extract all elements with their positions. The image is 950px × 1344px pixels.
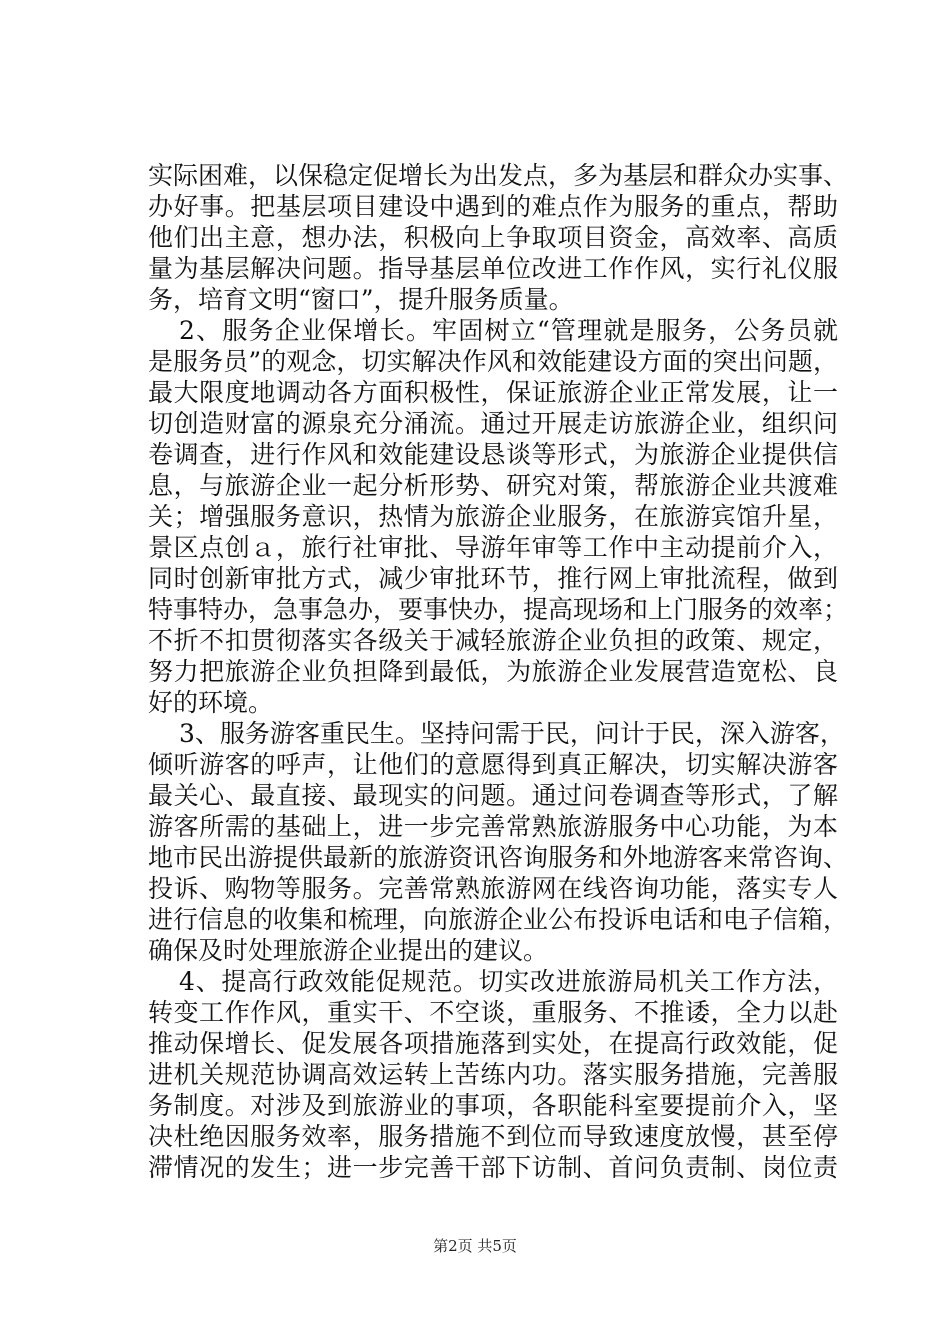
text-line: 地市民出游提供最新的旅游资讯咨询服务和外地游客来常咨询、 <box>148 843 849 872</box>
text-line: 最关心、最直接、最现实的问题。通过问卷调查等形式，了解 <box>148 781 838 810</box>
paragraph-start-line: 4、提高行政效能促规范。切实改进旅游局机关工作方法， <box>179 967 838 996</box>
page-number-footer: 第2页 共5页 <box>433 1237 517 1255</box>
text-line: 进行信息的收集和梳理，向旅游企业公布投诉电话和电子信箱， <box>148 905 849 934</box>
text-line: 息，与旅游企业一起分析形势、研究对策，帮旅游企业共渡难 <box>148 471 838 500</box>
text-line: 好的环境。 <box>148 688 274 717</box>
text-line: 进机关规范协调高效运转上苦练内功。落实服务措施，完善服 <box>148 1060 838 1089</box>
text-line: 推动保增长、促发展各项措施落到实处，在提高行政效能，促 <box>148 1029 838 1058</box>
text-line: 景区点创ａ，旅行社审批、导游年审等工作中主动提前介入， <box>148 533 838 562</box>
text-line: 务制度。对涉及到旅游业的事项，各职能科室要提前介入，坚 <box>148 1091 838 1120</box>
text-line: 不折不扣贯彻落实各级关于减轻旅游企业负担的政策、规定， <box>148 626 838 655</box>
text-line: 实际困难，以保稳定促增长为出发点，多为基层和群众办实事、 <box>148 161 849 190</box>
text-line: 滞情况的发生；进一步完善干部下访制、首问负责制、岗位责 <box>148 1153 838 1182</box>
text-line: 倾听游客的呼声，让他们的意愿得到真正解决，切实解决游客 <box>148 750 838 779</box>
text-line: 务，培育文明“窗口”，提升服务质量。 <box>148 285 574 314</box>
text-line: 切创造财富的源泉充分涌流。通过开展走访旅游企业，组织问 <box>148 409 838 438</box>
text-line: 关；增强服务意识，热情为旅游企业服务，在旅游宾馆升星， <box>148 502 838 531</box>
paragraph-start-line: 2、服务企业保增长。牢固树立“管理就是服务，公务员就 <box>179 316 838 345</box>
text-line: 确保及时处理旅游企业提出的建议。 <box>148 936 549 965</box>
text-line: 努力把旅游企业负担降到最低，为旅游企业发展营造宽松、良 <box>148 657 838 686</box>
text-line: 投诉、购物等服务。完善常熟旅游网在线咨询功能，落实专人 <box>148 874 838 903</box>
text-line: 同时创新审批方式，减少审批环节，推行网上审批流程，做到 <box>148 564 838 593</box>
text-line: 特事特办，急事急办，要事快办，提高现场和上门服务的效率； <box>148 595 849 624</box>
text-line: 卷调查，进行作风和效能建设恳谈等形式，为旅游企业提供信 <box>148 440 838 469</box>
text-line: 是服务员”的观念，切实解决作风和效能建设方面的突出问题， <box>148 347 838 376</box>
text-line: 办好事。把基层项目建设中遇到的难点作为服务的重点，帮助 <box>148 192 838 221</box>
text-line: 转变工作作风，重实干、不空谈，重服务、不推诿，全力以赴 <box>148 998 838 1027</box>
body-text <box>148 160 849 1183</box>
text-line: 决杜绝因服务效率，服务措施不到位而导致速度放慢，甚至停 <box>148 1122 838 1151</box>
text-line: 最大限度地调动各方面积极性，保证旅游企业正常发展，让一 <box>148 378 838 407</box>
text-line: 游客所需的基础上，进一步完善常熟旅游服务中心功能，为本 <box>148 812 838 841</box>
paragraph-start-line: 3、服务游客重民生。坚持问需于民，问计于民，深入游客， <box>179 719 845 748</box>
text-line: 他们出主意，想办法，积极向上争取项目资金，高效率、高质 <box>148 223 838 252</box>
text-line: 量为基层解决问题。指导基层单位改进工作作风，实行礼仪服 <box>148 254 838 283</box>
